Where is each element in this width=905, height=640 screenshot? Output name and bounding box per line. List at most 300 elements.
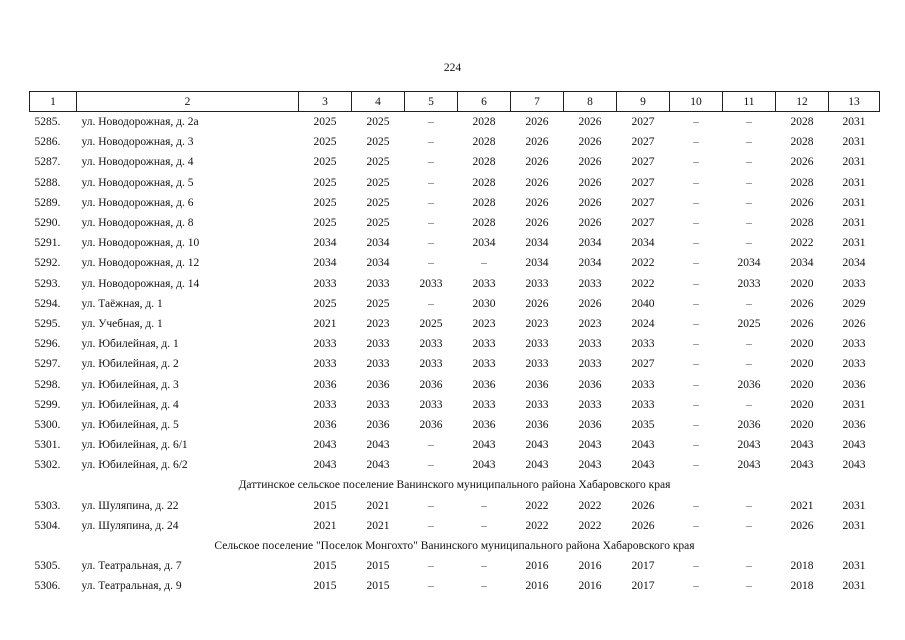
year-cell: 2027: [631, 136, 655, 149]
year-cell: –: [746, 297, 752, 310]
year-cell: 2022: [578, 499, 602, 512]
year-cell: 2033: [737, 277, 761, 290]
year-cell: 2027: [631, 217, 655, 230]
year-cell: 2025: [366, 136, 390, 149]
year-cell: –: [693, 317, 699, 330]
column-header: 10: [670, 92, 723, 112]
year-cell: 2033: [578, 358, 602, 371]
year-cell: 2036: [366, 378, 390, 391]
year-cell: 2026: [790, 317, 814, 330]
year-cell: –: [693, 580, 699, 593]
year-cell: –: [746, 358, 752, 371]
year-cell: 2025: [366, 217, 390, 230]
row-number: 5296.: [34, 338, 61, 351]
year-cell: 2033: [366, 398, 390, 411]
year-cell: 2043: [313, 439, 337, 452]
year-cell: –: [746, 196, 752, 209]
year-cell: 2026: [578, 217, 602, 230]
year-cell: 2036: [419, 378, 443, 391]
year-cell: –: [428, 116, 434, 129]
row-number: 5299.: [34, 398, 61, 411]
year-cell: 2033: [578, 398, 602, 411]
year-cell: 2036: [842, 418, 866, 431]
year-cell: 2034: [313, 257, 337, 270]
table-row: [30, 334, 880, 354]
section-title: Сельское поселение "Поселок Монгохто" Ванинского муниципального района Хабаровского края: [214, 540, 695, 553]
year-cell: –: [746, 338, 752, 351]
year-cell: –: [428, 459, 434, 472]
row-number: 5298.: [34, 378, 61, 391]
year-cell: 2033: [525, 358, 549, 371]
year-cell: 2023: [525, 317, 549, 330]
row-number: 5295.: [34, 317, 61, 330]
year-cell: 2036: [472, 378, 496, 391]
year-cell: 2021: [313, 519, 337, 532]
address-cell: ул. Новодорожная, д. 5: [81, 176, 194, 189]
year-cell: 2043: [737, 459, 761, 472]
year-cell: 2025: [313, 116, 337, 129]
column-header: 6: [458, 92, 511, 112]
year-cell: –: [693, 297, 699, 310]
year-cell: –: [428, 560, 434, 573]
row-number: 5304.: [34, 519, 61, 532]
year-cell: 2021: [313, 317, 337, 330]
year-cell: 2036: [419, 418, 443, 431]
year-cell: –: [428, 136, 434, 149]
year-cell: 2028: [472, 156, 496, 169]
address-cell: ул. Юбилейная, д. 3: [81, 378, 179, 391]
year-cell: 2033: [366, 277, 390, 290]
year-cell: 2043: [578, 459, 602, 472]
section-title: Даттинское сельское поселение Ванинского муниципального района Хабаровского края: [238, 479, 671, 492]
year-cell: 2018: [790, 580, 814, 593]
year-cell: 2021: [790, 499, 814, 512]
year-cell: 2043: [525, 459, 549, 472]
year-cell: 2033: [842, 338, 866, 351]
year-cell: 2029: [842, 297, 866, 310]
year-cell: 2031: [842, 217, 866, 230]
year-cell: 2028: [472, 196, 496, 209]
year-cell: 2031: [842, 136, 866, 149]
address-cell: ул. Новодорожная, д. 6: [81, 196, 194, 209]
year-cell: 2026: [578, 156, 602, 169]
year-cell: –: [481, 257, 487, 270]
year-cell: 2026: [631, 519, 655, 532]
year-cell: 2043: [366, 459, 390, 472]
table-body: [30, 112, 880, 597]
year-cell: 2026: [578, 196, 602, 209]
year-cell: 2036: [313, 418, 337, 431]
year-cell: –: [693, 257, 699, 270]
year-cell: 2043: [631, 459, 655, 472]
year-cell: –: [693, 136, 699, 149]
year-cell: 2033: [419, 277, 443, 290]
year-cell: –: [693, 217, 699, 230]
row-number: 5305.: [34, 560, 61, 573]
year-cell: –: [693, 156, 699, 169]
column-header: 5: [405, 92, 458, 112]
year-cell: –: [693, 237, 699, 250]
year-cell: 2036: [737, 378, 761, 391]
year-cell: –: [481, 560, 487, 573]
year-cell: –: [481, 580, 487, 593]
year-cell: 2026: [790, 156, 814, 169]
year-cell: –: [428, 217, 434, 230]
year-cell: 2031: [842, 398, 866, 411]
year-cell: 2015: [313, 499, 337, 512]
year-cell: –: [746, 499, 752, 512]
row-number: 5300.: [34, 418, 61, 431]
year-cell: –: [693, 176, 699, 189]
year-cell: 2026: [578, 297, 602, 310]
table-row: [30, 213, 880, 233]
year-cell: 2020: [790, 378, 814, 391]
year-cell: 2028: [790, 217, 814, 230]
table-row: [30, 576, 880, 596]
year-cell: 2033: [419, 398, 443, 411]
year-cell: –: [428, 196, 434, 209]
address-cell: ул. Юбилейная, д. 5: [81, 418, 179, 431]
row-number: 5289.: [34, 196, 61, 209]
year-cell: 2027: [631, 176, 655, 189]
year-cell: 2031: [842, 519, 866, 532]
address-cell: ул. Учебная, д. 1: [81, 317, 163, 330]
year-cell: 2024: [631, 317, 655, 330]
row-number: 5288.: [34, 176, 61, 189]
year-cell: 2030: [472, 297, 496, 310]
table-row: [30, 374, 880, 394]
year-cell: 2015: [366, 560, 390, 573]
year-cell: 2043: [472, 459, 496, 472]
table-row: [30, 294, 880, 314]
address-cell: ул. Юбилейная, д. 6/1: [81, 439, 188, 452]
year-cell: 2034: [790, 257, 814, 270]
page-number: 224: [443, 62, 462, 74]
column-header: 1: [30, 92, 77, 112]
year-cell: 2043: [790, 439, 814, 452]
year-cell: –: [693, 499, 699, 512]
year-cell: 2034: [737, 257, 761, 270]
address-cell: ул. Новодорожная, д. 4: [81, 156, 194, 169]
table-row: [30, 112, 880, 133]
year-cell: –: [746, 398, 752, 411]
year-cell: 2043: [842, 459, 866, 472]
year-cell: –: [746, 580, 752, 593]
year-cell: 2031: [842, 237, 866, 250]
year-cell: 2026: [578, 176, 602, 189]
address-cell: ул. Театральная, д. 7: [81, 560, 182, 573]
year-cell: 2026: [631, 499, 655, 512]
address-cell: ул. Шуляпина, д. 24: [81, 519, 179, 532]
address-cell: ул. Новодорожная, д. 3: [81, 136, 194, 149]
year-cell: –: [693, 398, 699, 411]
address-cell: ул. Новодорожная, д. 8: [81, 217, 194, 230]
address-cell: ул. Юбилейная, д. 6/2: [81, 459, 188, 472]
year-cell: 2043: [631, 439, 655, 452]
year-cell: 2034: [578, 237, 602, 250]
address-cell: ул. Новодорожная, д. 12: [81, 257, 200, 270]
table-row: [30, 233, 880, 253]
year-cell: 2028: [472, 217, 496, 230]
year-cell: 2043: [525, 439, 549, 452]
row-number: 5294.: [34, 297, 61, 310]
year-cell: 2036: [525, 378, 549, 391]
year-cell: –: [746, 519, 752, 532]
year-cell: 2033: [419, 358, 443, 371]
year-cell: 2033: [366, 358, 390, 371]
year-cell: 2016: [525, 580, 549, 593]
year-cell: –: [693, 439, 699, 452]
year-cell: 2027: [631, 358, 655, 371]
row-number: 5293.: [34, 277, 61, 290]
year-cell: 2034: [366, 257, 390, 270]
year-cell: 2028: [790, 116, 814, 129]
year-cell: 2017: [631, 560, 655, 573]
year-cell: –: [693, 378, 699, 391]
address-cell: ул. Шуляпина, д. 22: [81, 499, 179, 512]
year-cell: 2020: [790, 418, 814, 431]
year-cell: 2025: [366, 156, 390, 169]
section-heading-row: [30, 536, 880, 556]
section-heading-row: [30, 475, 880, 495]
year-cell: –: [428, 257, 434, 270]
year-cell: 2036: [578, 418, 602, 431]
year-cell: 2022: [525, 499, 549, 512]
year-cell: 2015: [366, 580, 390, 593]
year-cell: –: [693, 459, 699, 472]
year-cell: 2043: [313, 459, 337, 472]
year-cell: 2036: [366, 418, 390, 431]
year-cell: 2022: [631, 257, 655, 270]
row-number: 5291.: [34, 237, 61, 250]
year-cell: 2028: [472, 116, 496, 129]
year-cell: 2034: [525, 237, 549, 250]
address-cell: ул. Новодорожная, д. 10: [81, 237, 200, 250]
year-cell: 2026: [525, 217, 549, 230]
address-cell: ул. Новодорожная, д. 2а: [81, 116, 199, 129]
year-cell: 2022: [578, 519, 602, 532]
year-cell: 2031: [842, 156, 866, 169]
year-cell: 2025: [366, 196, 390, 209]
year-cell: 2016: [578, 580, 602, 593]
year-cell: 2033: [313, 277, 337, 290]
table-row: [30, 556, 880, 576]
year-cell: –: [746, 136, 752, 149]
table-row: [30, 274, 880, 294]
header-row: [30, 92, 880, 112]
year-cell: 2023: [472, 317, 496, 330]
year-cell: 2022: [790, 237, 814, 250]
year-cell: –: [481, 499, 487, 512]
year-cell: 2043: [472, 439, 496, 452]
year-cell: 2033: [525, 398, 549, 411]
year-cell: –: [746, 156, 752, 169]
row-number: 5292.: [34, 257, 61, 270]
year-cell: 2043: [737, 439, 761, 452]
year-cell: 2015: [313, 580, 337, 593]
year-cell: 2034: [578, 257, 602, 270]
year-cell: 2027: [631, 116, 655, 129]
year-cell: 2021: [366, 499, 390, 512]
table-row: [30, 253, 880, 273]
table-row: [30, 395, 880, 415]
year-cell: 2033: [578, 338, 602, 351]
year-cell: 2033: [313, 358, 337, 371]
column-header: 2: [77, 92, 299, 112]
year-cell: 2026: [842, 317, 866, 330]
column-header: 4: [352, 92, 405, 112]
table-row: [30, 193, 880, 213]
year-cell: 2033: [525, 338, 549, 351]
row-number: 5302.: [34, 459, 61, 472]
year-cell: 2026: [525, 176, 549, 189]
year-cell: 2026: [578, 136, 602, 149]
year-cell: 2043: [366, 439, 390, 452]
year-cell: 2025: [313, 217, 337, 230]
year-cell: 2025: [313, 297, 337, 310]
year-cell: 2026: [525, 156, 549, 169]
table-row: [30, 173, 880, 193]
year-cell: –: [428, 439, 434, 452]
year-cell: 2020: [790, 358, 814, 371]
table-row: [30, 354, 880, 374]
row-number: 5301.: [34, 439, 61, 452]
year-cell: 2026: [525, 116, 549, 129]
year-cell: 2026: [525, 136, 549, 149]
year-cell: 2033: [631, 398, 655, 411]
year-cell: –: [428, 499, 434, 512]
year-cell: 2025: [366, 176, 390, 189]
year-cell: 2033: [842, 277, 866, 290]
table-row: [30, 435, 880, 455]
year-cell: 2031: [842, 580, 866, 593]
table-row: [30, 496, 880, 516]
address-cell: ул. Театральная, д. 9: [81, 580, 182, 593]
year-cell: 2015: [313, 560, 337, 573]
year-cell: –: [746, 560, 752, 573]
year-cell: 2021: [366, 519, 390, 532]
year-cell: 2016: [578, 560, 602, 573]
year-cell: –: [693, 519, 699, 532]
year-cell: –: [481, 519, 487, 532]
year-cell: 2034: [366, 237, 390, 250]
year-cell: –: [746, 176, 752, 189]
year-cell: 2036: [842, 378, 866, 391]
year-cell: 2040: [631, 297, 655, 310]
year-cell: 2034: [525, 257, 549, 270]
row-number: 5306.: [34, 580, 61, 593]
address-cell: ул. Юбилейная, д. 1: [81, 338, 179, 351]
year-cell: 2023: [578, 317, 602, 330]
column-header: 12: [776, 92, 829, 112]
year-cell: 2031: [842, 116, 866, 129]
year-cell: 2033: [313, 338, 337, 351]
table-header: [30, 92, 880, 112]
year-cell: –: [693, 358, 699, 371]
year-cell: 2033: [366, 338, 390, 351]
year-cell: 2043: [790, 459, 814, 472]
table-row: [30, 152, 880, 172]
year-cell: 2025: [313, 176, 337, 189]
year-cell: 2022: [631, 277, 655, 290]
table-row: [30, 132, 880, 152]
year-cell: 2028: [790, 136, 814, 149]
year-cell: 2033: [419, 338, 443, 351]
year-cell: 2025: [313, 196, 337, 209]
year-cell: 2033: [631, 338, 655, 351]
year-cell: 2033: [472, 398, 496, 411]
column-header: 11: [723, 92, 776, 112]
row-number: 5303.: [34, 499, 61, 512]
year-cell: –: [428, 176, 434, 189]
column-header: 13: [829, 92, 880, 112]
year-cell: 2018: [790, 560, 814, 573]
year-cell: 2033: [842, 358, 866, 371]
year-cell: 2036: [737, 418, 761, 431]
year-cell: 2016: [525, 560, 549, 573]
year-cell: 2017: [631, 580, 655, 593]
year-cell: 2034: [631, 237, 655, 250]
year-cell: –: [428, 297, 434, 310]
year-cell: 2026: [525, 196, 549, 209]
year-cell: 2026: [790, 519, 814, 532]
year-cell: 2027: [631, 196, 655, 209]
year-cell: 2036: [578, 378, 602, 391]
year-cell: –: [428, 580, 434, 593]
address-cell: ул. Юбилейная, д. 2: [81, 358, 179, 371]
table-row: [30, 314, 880, 334]
year-cell: –: [746, 116, 752, 129]
year-cell: 2025: [366, 116, 390, 129]
year-cell: 2028: [790, 176, 814, 189]
column-header: 3: [299, 92, 352, 112]
address-cell: ул. Таёжная, д. 1: [81, 297, 163, 310]
address-cell: ул. Юбилейная, д. 4: [81, 398, 179, 411]
year-cell: 2033: [631, 378, 655, 391]
year-cell: 2033: [313, 398, 337, 411]
year-cell: 2033: [472, 358, 496, 371]
table-row: [30, 455, 880, 475]
table-row: [30, 415, 880, 435]
year-cell: 2026: [578, 116, 602, 129]
year-cell: –: [693, 116, 699, 129]
year-cell: 2043: [842, 439, 866, 452]
address-cell: ул. Новодорожная, д. 14: [81, 277, 200, 290]
row-number: 5290.: [34, 217, 61, 230]
year-cell: 2034: [313, 237, 337, 250]
year-cell: 2033: [472, 277, 496, 290]
year-cell: 2034: [842, 257, 866, 270]
year-cell: 2026: [790, 297, 814, 310]
row-number: 5285.: [34, 116, 61, 129]
year-cell: –: [746, 237, 752, 250]
year-cell: 2036: [472, 418, 496, 431]
year-cell: 2028: [472, 176, 496, 189]
table-row: [30, 516, 880, 536]
year-cell: 2031: [842, 499, 866, 512]
year-cell: 2036: [313, 378, 337, 391]
year-cell: 2043: [578, 439, 602, 452]
year-cell: 2025: [737, 317, 761, 330]
year-cell: –: [428, 237, 434, 250]
year-cell: 2035: [631, 418, 655, 431]
year-cell: 2031: [842, 176, 866, 189]
year-cell: –: [693, 560, 699, 573]
row-number: 5297.: [34, 358, 61, 371]
year-cell: 2023: [366, 317, 390, 330]
year-cell: 2025: [313, 156, 337, 169]
year-cell: 2027: [631, 156, 655, 169]
